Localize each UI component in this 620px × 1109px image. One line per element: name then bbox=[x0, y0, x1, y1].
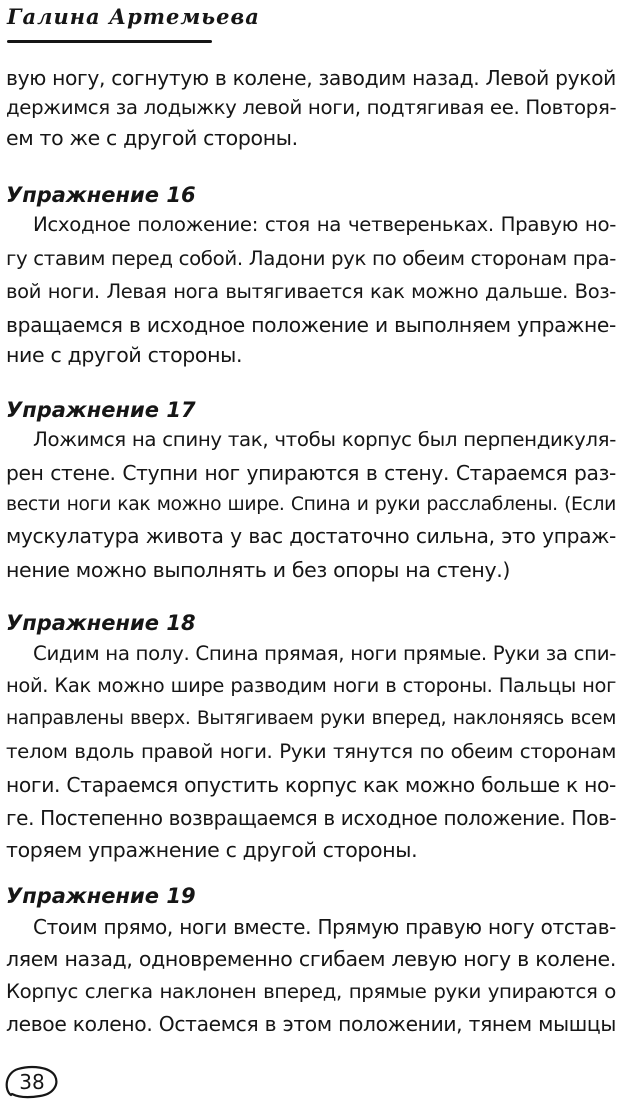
header-underline bbox=[7, 40, 212, 43]
text-line: ноги. Стараемся опустить корпус как можно больше к но- bbox=[6, 773, 616, 797]
text-line: Корпус слегка наклонен вперед, прямые руки упираются о bbox=[6, 980, 616, 1003]
text-line: левое колено. Остаемся в этом положении, тянем мышцы bbox=[6, 1012, 616, 1036]
page-number-text: 38 bbox=[19, 1070, 45, 1094]
text-line: ние с другой стороны. bbox=[6, 343, 243, 367]
exercise-heading: Упражнение 18 bbox=[6, 611, 196, 635]
text-line: держимся за лодыжку левой ноги, подтягивая ее. Повторя- bbox=[6, 96, 617, 119]
text-line: гу ставим перед собой. Ладони рук по обеим сторонам пра- bbox=[6, 247, 616, 270]
text-line: вести ноги как можно шире. Спина и руки расслаблены. (Если bbox=[6, 494, 616, 515]
text-line: направлены вверх. Вытягиваем руки вперед, наклоняясь всем bbox=[6, 708, 616, 729]
text-line: ге. Постепенно возвращаемся в исходное положение. Пов- bbox=[6, 806, 617, 830]
exercise-heading: Упражнение 16 bbox=[6, 183, 196, 207]
text-line: ем то же с другой стороны. bbox=[6, 126, 298, 150]
text-line: Сидим на полу. Спина прямая, ноги прямые. Руки за спи- bbox=[33, 642, 616, 665]
text-line: нение можно выполнять и без опоры на стену.) bbox=[6, 558, 511, 582]
text-line: торяем упражнение с другой стороны. bbox=[6, 838, 418, 862]
text-line: Стоим прямо, ноги вместе. Прямую правую ногу отстав- bbox=[33, 915, 616, 939]
text-line: Ложимся на спину так, чтобы корпус был перпендикуля- bbox=[33, 428, 616, 451]
text-line: вой ноги. Левая нога вытягивается как можно дальше. Воз- bbox=[6, 280, 616, 303]
exercise-heading: Упражнение 19 bbox=[6, 884, 196, 908]
exercise-heading: Упражнение 17 bbox=[6, 398, 196, 422]
text-line: ной. Как можно шире разводим ноги в стороны. Пальцы ног bbox=[6, 674, 616, 697]
text-line: Исходное положение: стоя на четвереньках. Правую но- bbox=[33, 213, 616, 236]
text-line: ляем назад, одновременно сгибаем левую ногу в колене. bbox=[6, 947, 616, 971]
text-line: телом вдоль правой ноги. Руки тянутся по обеим сторонам bbox=[6, 740, 616, 763]
running-header bbox=[7, 4, 267, 50]
text-line: мускулатура живота у вас достаточно сильна, это упраж- bbox=[6, 524, 616, 548]
page-number bbox=[2, 1064, 60, 1100]
text-line: рен стене. Ступни ног упираются в стену. Стараемся раз- bbox=[6, 461, 616, 485]
text-line: вращаемся в исходное положение и выполняем упражне- bbox=[6, 313, 616, 337]
author-name: Галина Артемьева bbox=[7, 4, 260, 29]
text-line: вую ногу, согнутую в колене, заводим назад. Левой рукой bbox=[6, 66, 616, 90]
